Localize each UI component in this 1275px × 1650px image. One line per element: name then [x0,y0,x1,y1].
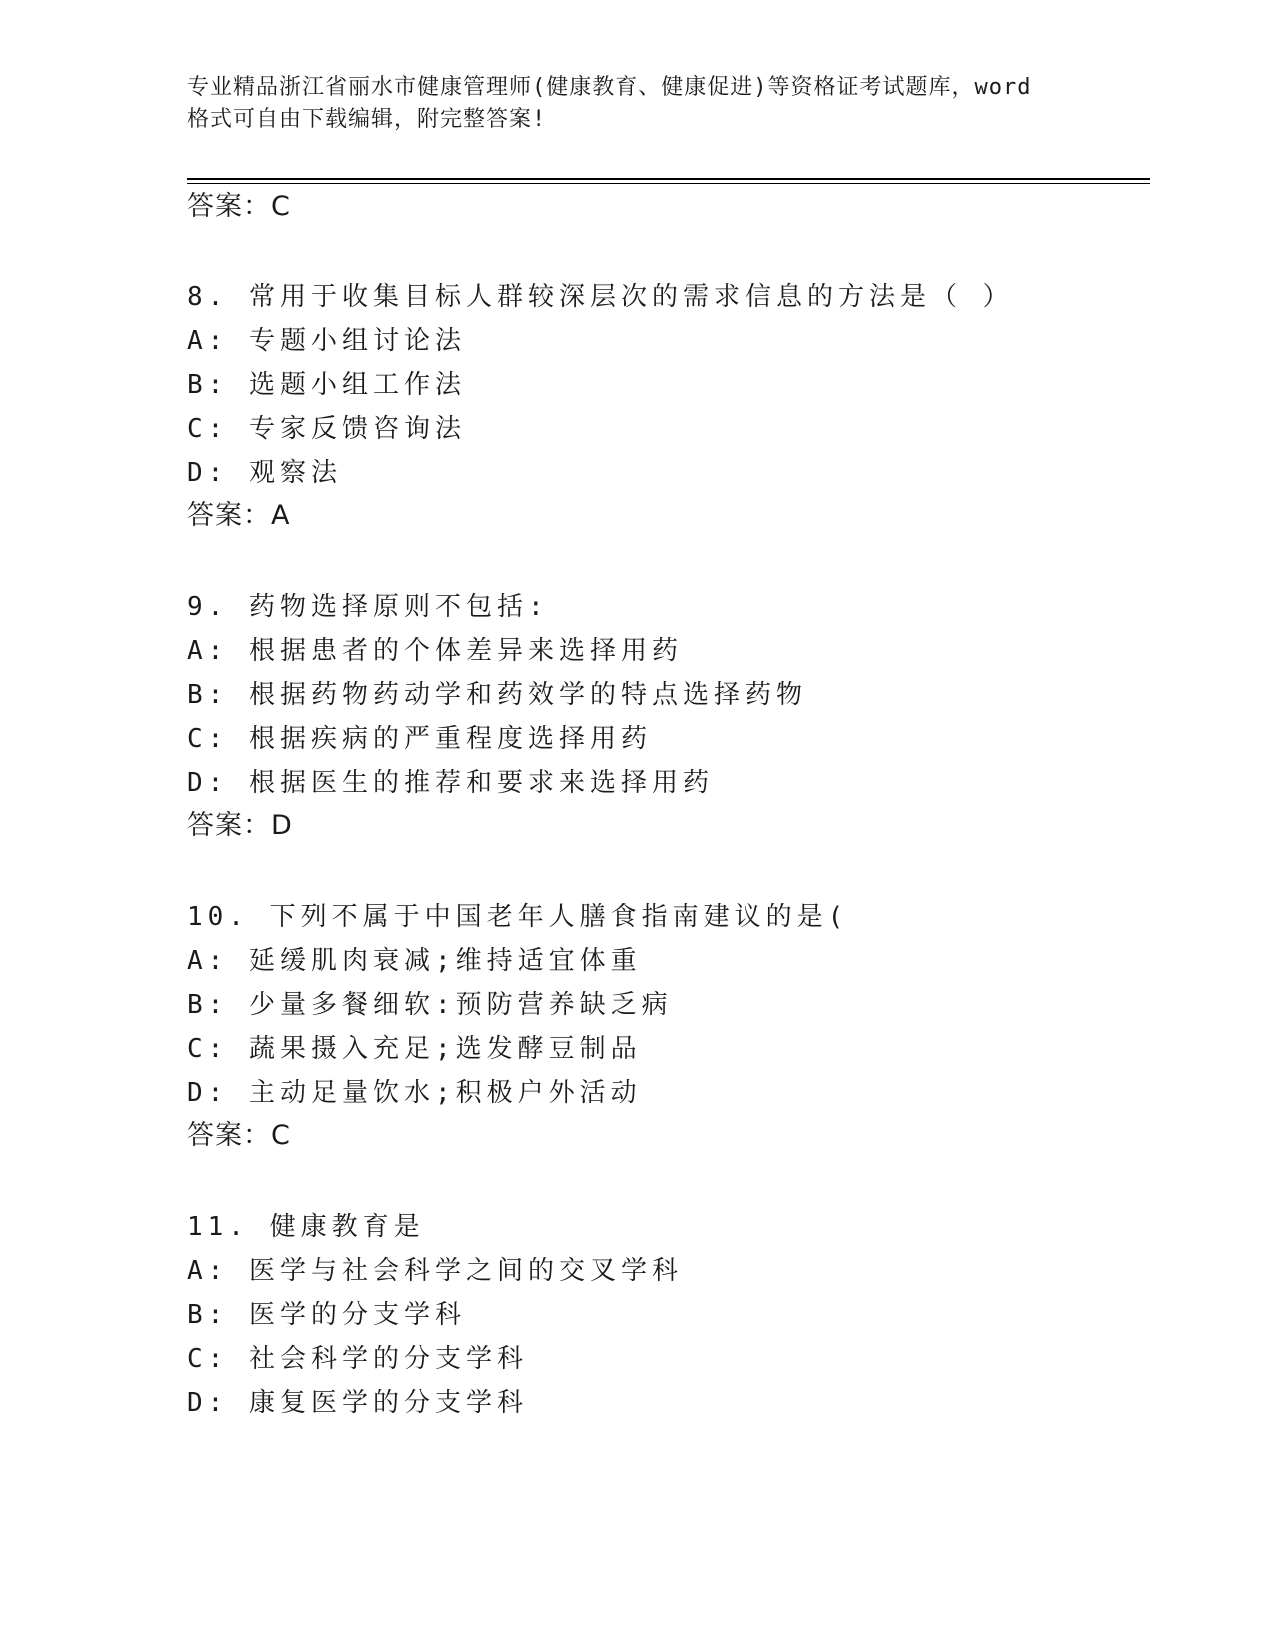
question-option: C: 蔬果摄入充足;选发酵豆制品 [187,1034,642,1064]
header-line-1: 专业精品浙江省丽水市健康管理师(健康教育、健康促进)等资格证考试题库，word [187,75,1032,100]
answer-previous: 答案：C [187,191,291,222]
question-option: D: 主动足量饮水;积极户外活动 [187,1078,642,1108]
question-stem: 8. 常用于收集目标人群较深层次的需求信息的方法是（ ） [187,282,1014,312]
question-answer: 答案：A [187,500,291,531]
question-stem: 11. 健康教育是 [187,1212,425,1242]
question-option: C: 根据疾病的严重程度选择用药 [187,724,652,754]
header-line-2: 格式可自由下载编辑，附完整答案! [187,107,547,132]
question-stem: 10. 下列不属于中国老年人膳食指南建议的是( [187,902,849,932]
document-header [187,72,1087,136]
question-option: B: 根据药物药动学和药效学的特点选择药物 [187,680,807,710]
question-option: B: 选题小组工作法 [187,370,466,400]
question-option: D: 康复医学的分支学科 [187,1388,528,1418]
question-option: A: 延缓肌肉衰减;维持适宜体重 [187,946,642,976]
question-option: D: 观察法 [187,458,342,488]
question-option: A: 根据患者的个体差异来选择用药 [187,636,683,666]
question-option: B: 医学的分支学科 [187,1300,466,1330]
question-option: A: 医学与社会科学之间的交叉学科 [187,1256,683,1286]
question-answer: 答案：C [187,1120,291,1151]
header-rule-thin [187,183,1150,184]
question-answer: 答案：D [187,810,293,841]
question-option: C: 专家反馈咨询法 [187,414,466,444]
question-option: B: 少量多餐细软:预防营养缺乏病 [187,990,673,1020]
question-option: C: 社会科学的分支学科 [187,1344,528,1374]
header-rule-thick [187,178,1150,180]
question-option: D: 根据医生的推荐和要求来选择用药 [187,768,714,798]
question-option: A: 专题小组讨论法 [187,326,466,356]
question-stem: 9. 药物选择原则不包括: [187,592,549,622]
